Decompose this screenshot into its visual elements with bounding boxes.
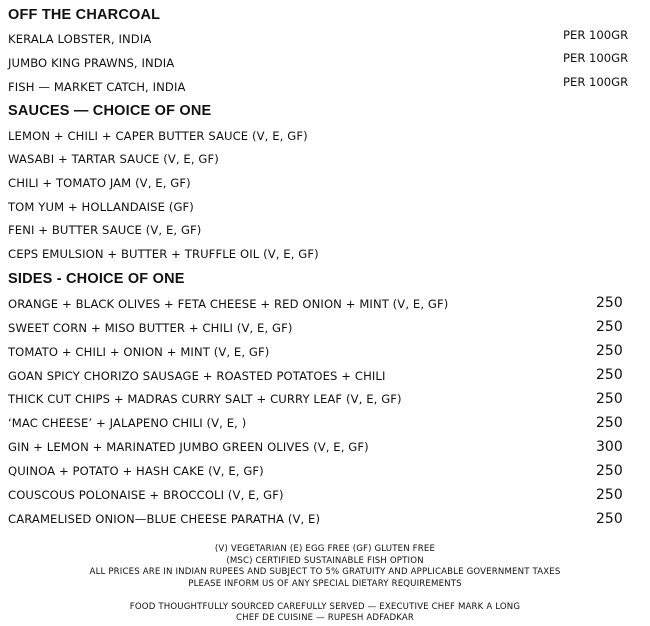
side-item-name: GIN + LEMON + MARINATED JUMBO GREEN OLIVES (V, E, GF) [8,440,369,454]
section-heading-sauces: SAUCES — CHOICE OF ONE [8,103,212,119]
footer-prices-note: ALL PRICES ARE IN INDIAN RUPEES AND SUBJECT TO 5% GRATUITY AND APPLICABLE GOVERNMENT TAXES [89,567,561,577]
side-item-name: TOMATO + CHILI + ONION + MINT (V, E, GF) [8,345,270,359]
footer-dietary-request: PLEASE INFORM US OF ANY SPECIAL DIETARY REQUIREMENTS [188,579,462,589]
side-item-name: COUSCOUS POLONAISE + BROCCOLI (V, E, GF) [8,488,284,502]
side-item-price: 300 [596,439,623,455]
side-item-price: 250 [596,415,623,431]
charcoal-item-unit: PER 100GR [563,51,629,65]
side-item-price: 250 [596,343,623,359]
side-item-price: 250 [596,391,623,407]
side-item-price: 250 [596,367,623,383]
side-item-price: 250 [596,463,623,479]
charcoal-item-name: JUMBO KING PRAWNS, INDIA [8,56,175,70]
side-item-price: 250 [596,487,623,503]
footer-msc-note: (MSC) CERTIFIED SUSTAINABLE FISH OPTION [226,556,424,566]
footer-dietary-legend: (V) VEGETARIAN (E) EGG FREE (GF) GLUTEN FREE [214,544,436,554]
sauce-item: CHILI + TOMATO JAM (V, E, GF) [8,176,191,190]
side-item-name: GOAN SPICY CHORIZO SAUSAGE + ROASTED POTATOES + CHILI [8,369,386,383]
side-item-name: THICK CUT CHIPS + MADRAS CURRY SALT + CURRY LEAF (V, E, GF) [8,392,402,406]
sauce-item: CEPS EMULSION + BUTTER + TRUFFLE OIL (V, E, GF) [8,247,319,261]
side-item-name: ‘MAC CHEESE’ + JALAPENO CHILI (V, E, ) [8,416,247,430]
sauce-item: TOM YUM + HOLLANDAISE (GF) [8,200,194,214]
side-item-price: 250 [596,319,623,335]
side-item-price: 250 [596,511,623,527]
section-heading-sides: SIDES - CHOICE OF ONE [8,271,185,287]
charcoal-item-unit: PER 100GR [563,75,629,89]
side-item-name: SWEET CORN + MISO BUTTER + CHILI (V, E, GF) [8,321,293,335]
footer-executive-chef: FOOD THOUGHTFULLY SOURCED CAREFULLY SERVED — EXECUTIVE CHEF MARK A LONG [129,602,521,612]
sauce-item: FENI + BUTTER SAUCE (V, E, GF) [8,223,202,237]
side-item-name: QUINOA + POTATO + HASH CAKE (V, E, GF) [8,464,264,478]
side-item-price: 250 [596,295,623,311]
sauce-item: WASABI + TARTAR SAUCE (V, E, GF) [8,152,219,166]
sauce-item: LEMON + CHILI + CAPER BUTTER SAUCE (V, E, GF) [8,129,308,143]
section-heading-charcoal: OFF THE CHARCOAL [8,7,161,23]
charcoal-item-name: KERALA LOBSTER, INDIA [8,32,152,46]
side-item-name: CARAMELISED ONION—BLUE CHEESE PARATHA (V, E) [8,512,321,526]
side-item-name: ORANGE + BLACK OLIVES + FETA CHEESE + RED ONION + MINT (V, E, GF) [8,297,449,311]
charcoal-item-name: FISH — MARKET CATCH, INDIA [8,80,186,94]
footer-chef-de-cuisine: CHEF DE CUISINE — RUPESH ADFADKAR [235,613,415,623]
charcoal-item-unit: PER 100GR [563,28,629,42]
